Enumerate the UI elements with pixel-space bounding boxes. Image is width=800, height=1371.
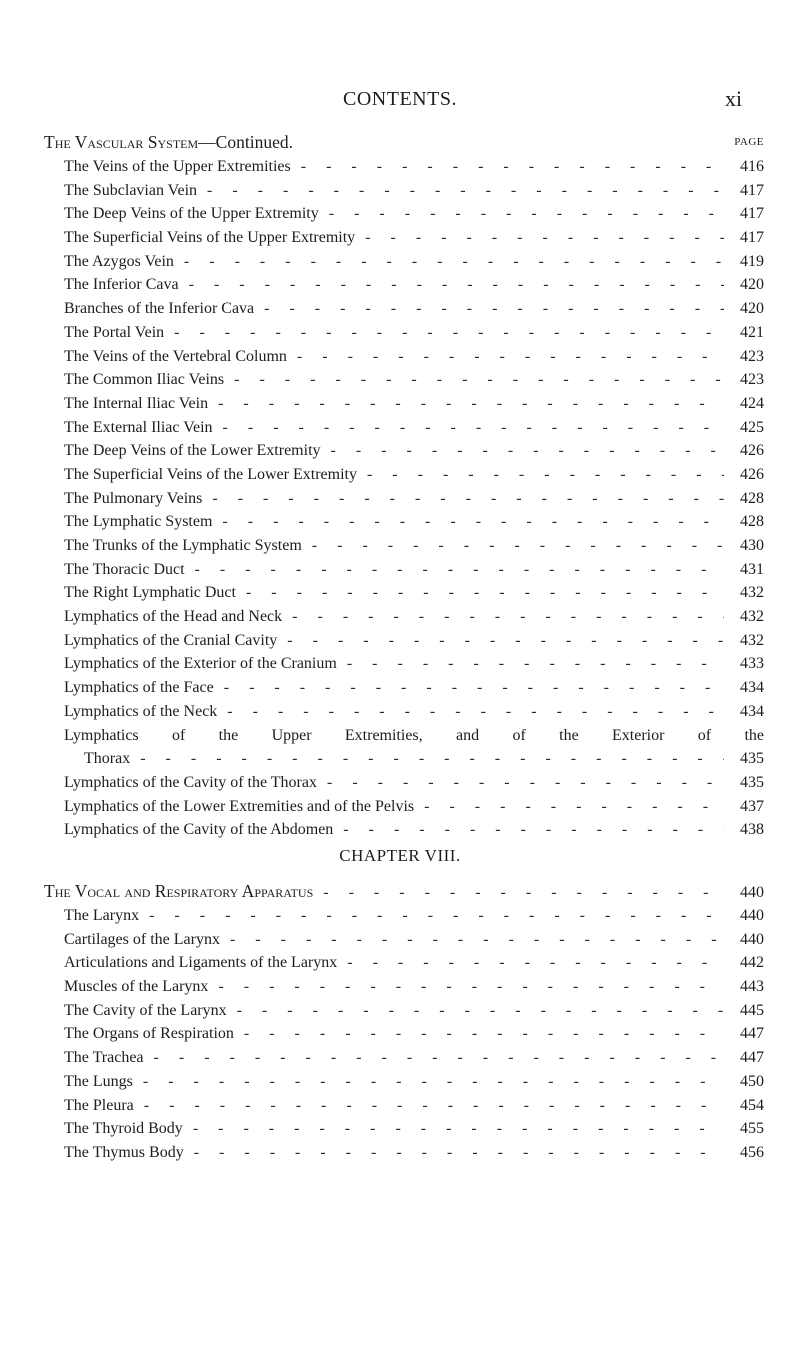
toc-entry-page: 454 bbox=[740, 1096, 764, 1114]
section-heading bbox=[44, 132, 764, 158]
toc-entry-page: 455 bbox=[740, 1120, 764, 1138]
toc-entry bbox=[44, 537, 764, 561]
toc-entry bbox=[44, 774, 764, 798]
dot-leader bbox=[179, 276, 724, 294]
toc-entry-title: Lymphatics of the Face bbox=[64, 679, 214, 697]
dot-leader bbox=[234, 1025, 724, 1043]
dot-leader bbox=[224, 371, 724, 389]
dot-leader bbox=[220, 931, 724, 949]
toc-entry-page: 431 bbox=[740, 560, 764, 578]
toc-entry bbox=[44, 821, 764, 845]
toc-entry-title: The Inferior Cava bbox=[64, 276, 179, 294]
toc-entry-page: 426 bbox=[740, 442, 764, 460]
toc-entry-page: 432 bbox=[740, 608, 764, 626]
toc-entry-title: Lymphatics of the Lower Extremities and of the Pelvis bbox=[64, 797, 415, 815]
toc-entry-title: The Deep Veins of the Upper Extremity bbox=[64, 205, 319, 223]
toc-entry bbox=[44, 324, 764, 348]
toc-entry bbox=[44, 1049, 764, 1073]
section-title: The Vascular System bbox=[44, 132, 199, 152]
toc-entry-page: 442 bbox=[740, 954, 764, 972]
toc-entry-page: 456 bbox=[740, 1143, 764, 1161]
toc-entry-title: The Internal Iliac Vein bbox=[64, 394, 209, 412]
toc-entry-page: 433 bbox=[740, 655, 764, 673]
toc-entry-title: The Trachea bbox=[64, 1049, 144, 1067]
toc-entry-page: 417 bbox=[740, 229, 764, 247]
section-title-suffix: —Continued. bbox=[198, 132, 293, 152]
dot-leader bbox=[133, 1073, 724, 1091]
dot-leader bbox=[184, 1144, 724, 1162]
toc-entry-title: The Common Iliac Veins bbox=[64, 371, 225, 389]
toc-entry-page: 450 bbox=[740, 1072, 764, 1090]
toc-entry bbox=[44, 348, 764, 372]
dot-leader bbox=[202, 490, 724, 508]
toc-entry-title: The Thoracic Duct bbox=[64, 560, 185, 578]
page-number: xi bbox=[725, 86, 743, 111]
dot-leader bbox=[313, 884, 724, 902]
section-page: 440 bbox=[740, 884, 764, 901]
toc-entry-title: The Thymus Body bbox=[64, 1143, 184, 1161]
toc-entry bbox=[44, 1097, 764, 1121]
toc-entry-title: The Thyroid Body bbox=[64, 1120, 183, 1138]
dot-leader bbox=[277, 632, 724, 650]
toc-entry-list bbox=[44, 158, 764, 727]
toc-entry-title: Branches of the Inferior Cava bbox=[64, 300, 255, 318]
toc-entry-title: The Cavity of the Larynx bbox=[64, 1001, 227, 1019]
toc-entry-title: The Veins of the Upper Extremities bbox=[64, 158, 291, 175]
toc-entry bbox=[44, 229, 764, 253]
dot-leader bbox=[164, 324, 724, 342]
dot-leader bbox=[333, 821, 724, 839]
toc-entry bbox=[44, 931, 764, 955]
toc-entry-page: 428 bbox=[740, 489, 764, 507]
toc-entry bbox=[44, 300, 764, 324]
toc-entry-page: 440 bbox=[740, 930, 764, 948]
toc-entry-title: Muscles of the Larynx bbox=[64, 978, 209, 996]
toc-entry-page: 447 bbox=[740, 1025, 764, 1043]
toc-entry-list bbox=[44, 774, 764, 845]
toc-entry bbox=[44, 1025, 764, 1049]
dot-leader bbox=[130, 750, 724, 768]
toc-entry-page: 420 bbox=[740, 300, 764, 318]
dot-leader bbox=[227, 1002, 724, 1020]
toc-entry-page: 425 bbox=[740, 418, 764, 436]
toc-entry-page: 419 bbox=[740, 252, 764, 270]
toc-entry-title: The Veins of the Vertebral Column bbox=[64, 347, 287, 365]
toc-entry-title: The Subclavian Vein bbox=[64, 181, 198, 199]
toc-entry bbox=[44, 205, 764, 229]
toc-entry bbox=[44, 1120, 764, 1144]
toc-entry bbox=[44, 954, 764, 978]
toc-entry bbox=[44, 632, 764, 656]
toc-entry bbox=[44, 1073, 764, 1097]
toc-entry bbox=[44, 442, 764, 466]
toc-entry bbox=[44, 679, 764, 703]
toc-entry-title: Lymphatics of the Upper Extremities, and of the Exterior of the bbox=[64, 726, 764, 744]
toc-entry-title: Cartilages of the Larynx bbox=[64, 930, 220, 948]
chapter-heading: CHAPTER VIII. bbox=[339, 846, 461, 865]
toc-entry-page: 423 bbox=[740, 371, 764, 389]
dot-leader bbox=[355, 229, 724, 247]
toc-entry-page: 417 bbox=[740, 205, 764, 223]
toc-entry bbox=[44, 584, 764, 608]
toc-entry-title: The Larynx bbox=[64, 907, 140, 924]
toc-entry-title: Lymphatics of the Cavity of the Thorax bbox=[64, 773, 317, 791]
toc-entry bbox=[44, 276, 764, 300]
toc-entry bbox=[44, 395, 764, 419]
toc-entry-page: 432 bbox=[740, 584, 764, 602]
toc-entry bbox=[44, 727, 764, 774]
toc-entry-title: The Trunks of the Lymphatic System bbox=[64, 537, 302, 554]
dot-leader bbox=[287, 348, 724, 366]
toc-entry-title: Lymphatics of the Head and Neck bbox=[64, 608, 283, 626]
toc-entry bbox=[44, 655, 764, 679]
dot-leader bbox=[254, 300, 724, 318]
section-vascular-system bbox=[44, 132, 764, 845]
toc-entry-page: 440 bbox=[740, 907, 764, 924]
dot-leader bbox=[217, 703, 724, 721]
toc-entry-page: 434 bbox=[740, 702, 764, 720]
toc-entry-title: The Superficial Veins of the Lower Extremity bbox=[64, 465, 357, 483]
toc-entry-title: Lymphatics of the Cranial Cavity bbox=[64, 631, 278, 649]
toc-entry-title: The Superficial Veins of the Upper Extremity bbox=[64, 229, 356, 247]
toc-entry-page: 424 bbox=[740, 394, 764, 412]
toc-entry-page: 432 bbox=[740, 631, 764, 649]
section-vocal-respiratory bbox=[44, 881, 764, 1168]
toc-entry bbox=[44, 978, 764, 1002]
dot-leader bbox=[139, 907, 724, 925]
dot-leader bbox=[144, 1049, 724, 1067]
toc-entry-page: 438 bbox=[740, 821, 764, 839]
dot-leader bbox=[337, 655, 724, 673]
toc-entry bbox=[44, 371, 764, 395]
toc-entry-title: Articulations and Ligaments of the Larynx bbox=[64, 954, 338, 972]
dot-leader bbox=[357, 466, 724, 484]
running-head: CONTENTS. bbox=[343, 88, 457, 110]
toc-entry-page: 426 bbox=[740, 465, 764, 483]
dot-leader bbox=[302, 537, 724, 555]
toc-entry-list bbox=[44, 907, 764, 1168]
dot-leader bbox=[214, 679, 724, 697]
toc-entry bbox=[44, 561, 764, 585]
toc-entry bbox=[44, 419, 764, 443]
dot-leader bbox=[282, 608, 724, 626]
toc-entry bbox=[44, 1002, 764, 1026]
toc-entry-title-continued: Thorax bbox=[84, 750, 131, 768]
toc-entry-page: 420 bbox=[740, 276, 764, 294]
toc-entry bbox=[44, 158, 764, 182]
toc-entry-title: Lymphatics of the Neck bbox=[64, 702, 218, 720]
toc-entry bbox=[44, 513, 764, 537]
toc-entry-page: 445 bbox=[740, 1001, 764, 1019]
toc-entry-title: Lymphatics of the Cavity of the Abdomen bbox=[64, 821, 334, 839]
toc-entry bbox=[44, 798, 764, 822]
toc-entry bbox=[44, 466, 764, 490]
dot-leader bbox=[183, 1120, 724, 1138]
toc-entry-title: The External Iliac Vein bbox=[64, 418, 213, 436]
toc-entry-page: 443 bbox=[740, 978, 764, 996]
toc-entry-title: The Right Lymphatic Duct bbox=[64, 584, 236, 602]
dot-leader bbox=[321, 442, 724, 460]
toc-entry bbox=[44, 253, 764, 277]
toc-entry-title: The Organs of Respiration bbox=[64, 1025, 234, 1043]
dot-leader bbox=[317, 774, 724, 792]
toc-entry-title: The Azygos Vein bbox=[64, 252, 174, 270]
toc-entry-title: Lymphatics of the Exterior of the Cranium bbox=[64, 655, 337, 673]
dot-leader bbox=[197, 182, 724, 200]
toc-entry bbox=[44, 907, 764, 931]
dot-leader bbox=[174, 253, 724, 271]
page-column-label: PAGE bbox=[734, 136, 764, 148]
dot-leader bbox=[212, 513, 724, 531]
toc-entry-page: 423 bbox=[740, 347, 764, 365]
toc-entry-title: The Pulmonary Veins bbox=[64, 489, 203, 507]
dot-leader bbox=[208, 395, 724, 413]
dot-leader bbox=[319, 205, 724, 223]
dot-leader bbox=[291, 158, 724, 176]
toc-entry-page: 435 bbox=[740, 773, 764, 791]
toc-entry-page: 417 bbox=[740, 181, 764, 199]
section-title: The Vocal and Respiratory Apparatus bbox=[44, 881, 314, 901]
toc-entry bbox=[44, 182, 764, 206]
toc-entry-page: 435 bbox=[740, 750, 764, 768]
dot-leader bbox=[208, 978, 724, 996]
dot-leader bbox=[414, 798, 724, 816]
toc-entry-title: The Pleura bbox=[64, 1096, 134, 1114]
dot-leader bbox=[213, 419, 724, 437]
toc-entry-page: 421 bbox=[740, 323, 764, 341]
dot-leader bbox=[185, 561, 724, 579]
toc-entry-page: 428 bbox=[740, 513, 764, 531]
toc-entry-page: 430 bbox=[740, 537, 764, 554]
toc-entry-page: 434 bbox=[740, 679, 764, 697]
toc-entry-page: 416 bbox=[740, 158, 764, 175]
dot-leader bbox=[337, 954, 724, 972]
toc-entry-page: 437 bbox=[740, 797, 764, 815]
toc-entry-title: The Portal Vein bbox=[64, 323, 165, 341]
dot-leader bbox=[236, 584, 724, 602]
toc-entry bbox=[44, 490, 764, 514]
toc-entry bbox=[44, 1144, 764, 1168]
toc-entry bbox=[44, 608, 764, 632]
toc-entry-title: The Lungs bbox=[64, 1072, 133, 1090]
toc-entry-page: 447 bbox=[740, 1049, 764, 1067]
toc-entry bbox=[44, 703, 764, 727]
dot-leader bbox=[134, 1097, 724, 1115]
toc-entry-title: The Deep Veins of the Lower Extremity bbox=[64, 442, 321, 460]
toc-entry-title: The Lymphatic System bbox=[64, 513, 213, 531]
section-heading bbox=[44, 881, 764, 907]
